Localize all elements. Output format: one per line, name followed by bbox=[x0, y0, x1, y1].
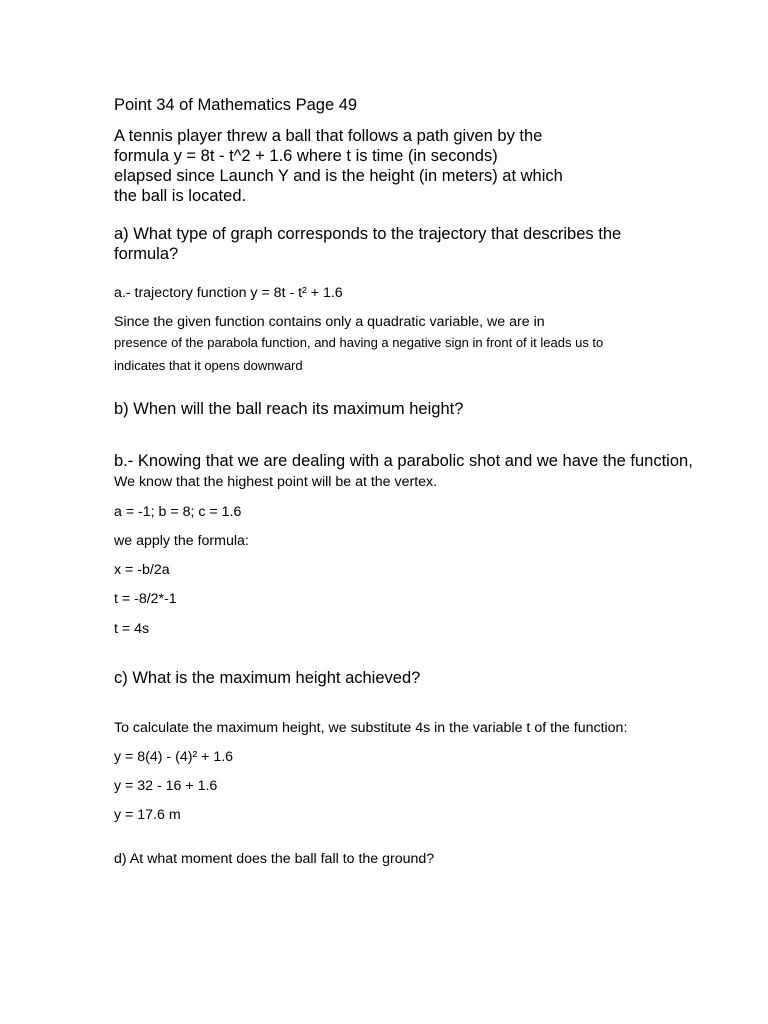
answer-a-line-3: indicates that it opens downward bbox=[114, 358, 303, 373]
question-c: c) What is the maximum height achieved? bbox=[114, 669, 421, 687]
question-a-line-2: formula? bbox=[114, 245, 179, 263]
answer-b-line-3: we apply the formula: bbox=[114, 533, 249, 549]
answer-a-function: a.- trajectory function y = 8t - t² + 1.6 bbox=[114, 285, 343, 301]
answer-b-line-4: x = -b/2a bbox=[114, 562, 170, 578]
answer-b-line-5: t = -8/2*-1 bbox=[114, 591, 177, 607]
answer-b-line-2: a = -1; b = 8; c = 1.6 bbox=[114, 504, 242, 520]
question-a-line-1: a) What type of graph corresponds to the trajectory that describes the bbox=[114, 225, 622, 243]
answer-b-intro: b.- Knowing that we are dealing with a parabolic shot and we have the function, bbox=[114, 452, 693, 470]
answer-b-line-1: We know that the highest point will be at the vertex. bbox=[114, 474, 438, 490]
answer-a-line-2: presence of the parabola function, and having a negative sign in front of it leads us to bbox=[114, 335, 604, 350]
intro-line-4: the ball is located. bbox=[114, 187, 247, 205]
answer-b-line-6: t = 4s bbox=[114, 621, 150, 637]
answer-c-line-3: y = 32 - 16 + 1.6 bbox=[114, 778, 218, 794]
answer-c-line-2: y = 8(4) - (4)² + 1.6 bbox=[114, 749, 234, 765]
intro-line-1: A tennis player threw a ball that follows a path given by the bbox=[114, 127, 543, 145]
intro-line-3: elapsed since Launch Y and is the height (in meters) at which bbox=[114, 167, 563, 185]
answer-a-line-1: Since the given function contains only a quadratic variable, we are in bbox=[114, 314, 545, 330]
question-b: b) When will the ball reach its maximum height? bbox=[114, 400, 464, 418]
question-d: d) At what moment does the ball fall to the ground? bbox=[114, 851, 435, 867]
answer-c-line-4: y = 17.6 m bbox=[114, 807, 181, 823]
intro-line-2: formula y = 8t - t^2 + 1.6 where t is time (in seconds) bbox=[114, 147, 498, 165]
page-title: Point 34 of Mathematics Page 49 bbox=[114, 96, 358, 114]
answer-c-line-1: To calculate the maximum height, we substitute 4s in the variable t of the function: bbox=[114, 720, 628, 736]
